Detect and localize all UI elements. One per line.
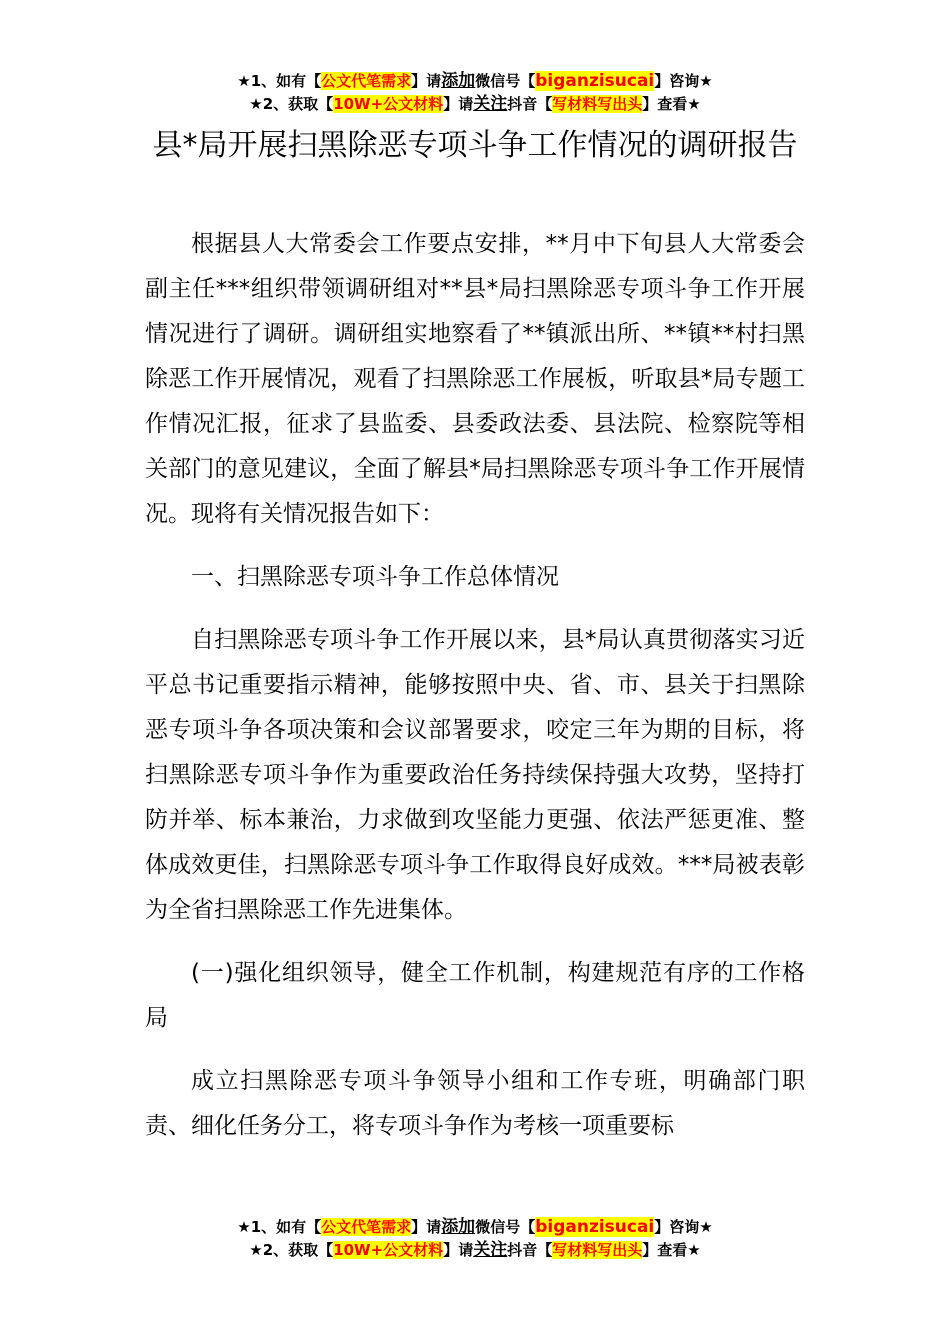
promo-douyin-id: 写材料写出头 — [552, 95, 643, 113]
promo-highlight: 公文代笔需求 — [321, 1218, 412, 1236]
promo-wechat-id: biganzisucai — [535, 71, 655, 91]
promo-line-2: ★2、获取【10W+公文材料】请关注抖音【写材料写出头】查看★ — [249, 94, 701, 114]
promo-banner-top — [0, 70, 950, 116]
promo-line-1: ★1、如有【公文代笔需求】请添加微信号【biganzisucai】咨询★ — [237, 71, 713, 91]
promo-douyin-id: 写材料写出头 — [552, 1241, 643, 1259]
paragraph-overview: 自扫黑除恶专项斗争工作开展以来，县*局认真贯彻落实习近平总书记重要指示精神，能够按照中央、省、市、县关于扫黑除恶专项斗争各项决策和会议部署要求，咬定三年为期的目标，将扫黑除恶专项斗争作为重要政治任务持续保持强大攻势，坚持打防并举、标本兼治，力求做到攻坚能力更强、依法严惩更准、整体成效更佳，扫黑除恶专项斗争工作取得良好成效。***局被表彰为全省扫黑除恶工作先进集体。 — [145, 627, 805, 923]
promo-banner-bottom — [0, 1216, 950, 1262]
document-body — [145, 222, 805, 1167]
promo-highlight: 公文代笔需求 — [321, 72, 412, 90]
promo-line-1: ★1、如有【公文代笔需求】请添加微信号【biganzisucai】咨询★ — [237, 1217, 713, 1237]
paragraph-organization: 成立扫黑除恶专项斗争领导小组和工作专班，明确部门职责、细化任务分工，将专项斗争作为考核一项重要标 — [145, 1068, 805, 1139]
promo-highlight: 10W+公文材料 — [333, 95, 444, 113]
paragraph-intro: 根据县人大常委会工作要点安排，**月中下旬县人大常委会副主任***组织带领调研组对**县*局扫黑除恶专项斗争工作开展情况进行了调研。调研组实地察看了**镇派出所、**镇**村扫黑除恶工作开展情况，观看了扫黑除恶工作展板，听取县*局专题工作情况汇报，征求了县监委、县委政法委、县法院、检察院等相关部门的意见建议，全面了解县*局扫黑除恶专项斗争工作开展情况。现将有关情况报告如下： — [145, 231, 805, 527]
subsection-heading-1: (一)强化组织领导，健全工作机制，构建规范有序的工作格局 — [145, 960, 805, 1031]
document-title: 县*局开展扫黑除恶专项斗争工作情况的调研报告 — [152, 128, 798, 163]
promo-wechat-id: biganzisucai — [535, 1217, 655, 1237]
section-heading-1: 一、扫黑除恶专项斗争工作总体情况 — [191, 564, 559, 590]
promo-highlight: 10W+公文材料 — [333, 1241, 444, 1259]
promo-line-2: ★2、获取【10W+公文材料】请关注抖音【写材料写出头】查看★ — [249, 1240, 701, 1260]
